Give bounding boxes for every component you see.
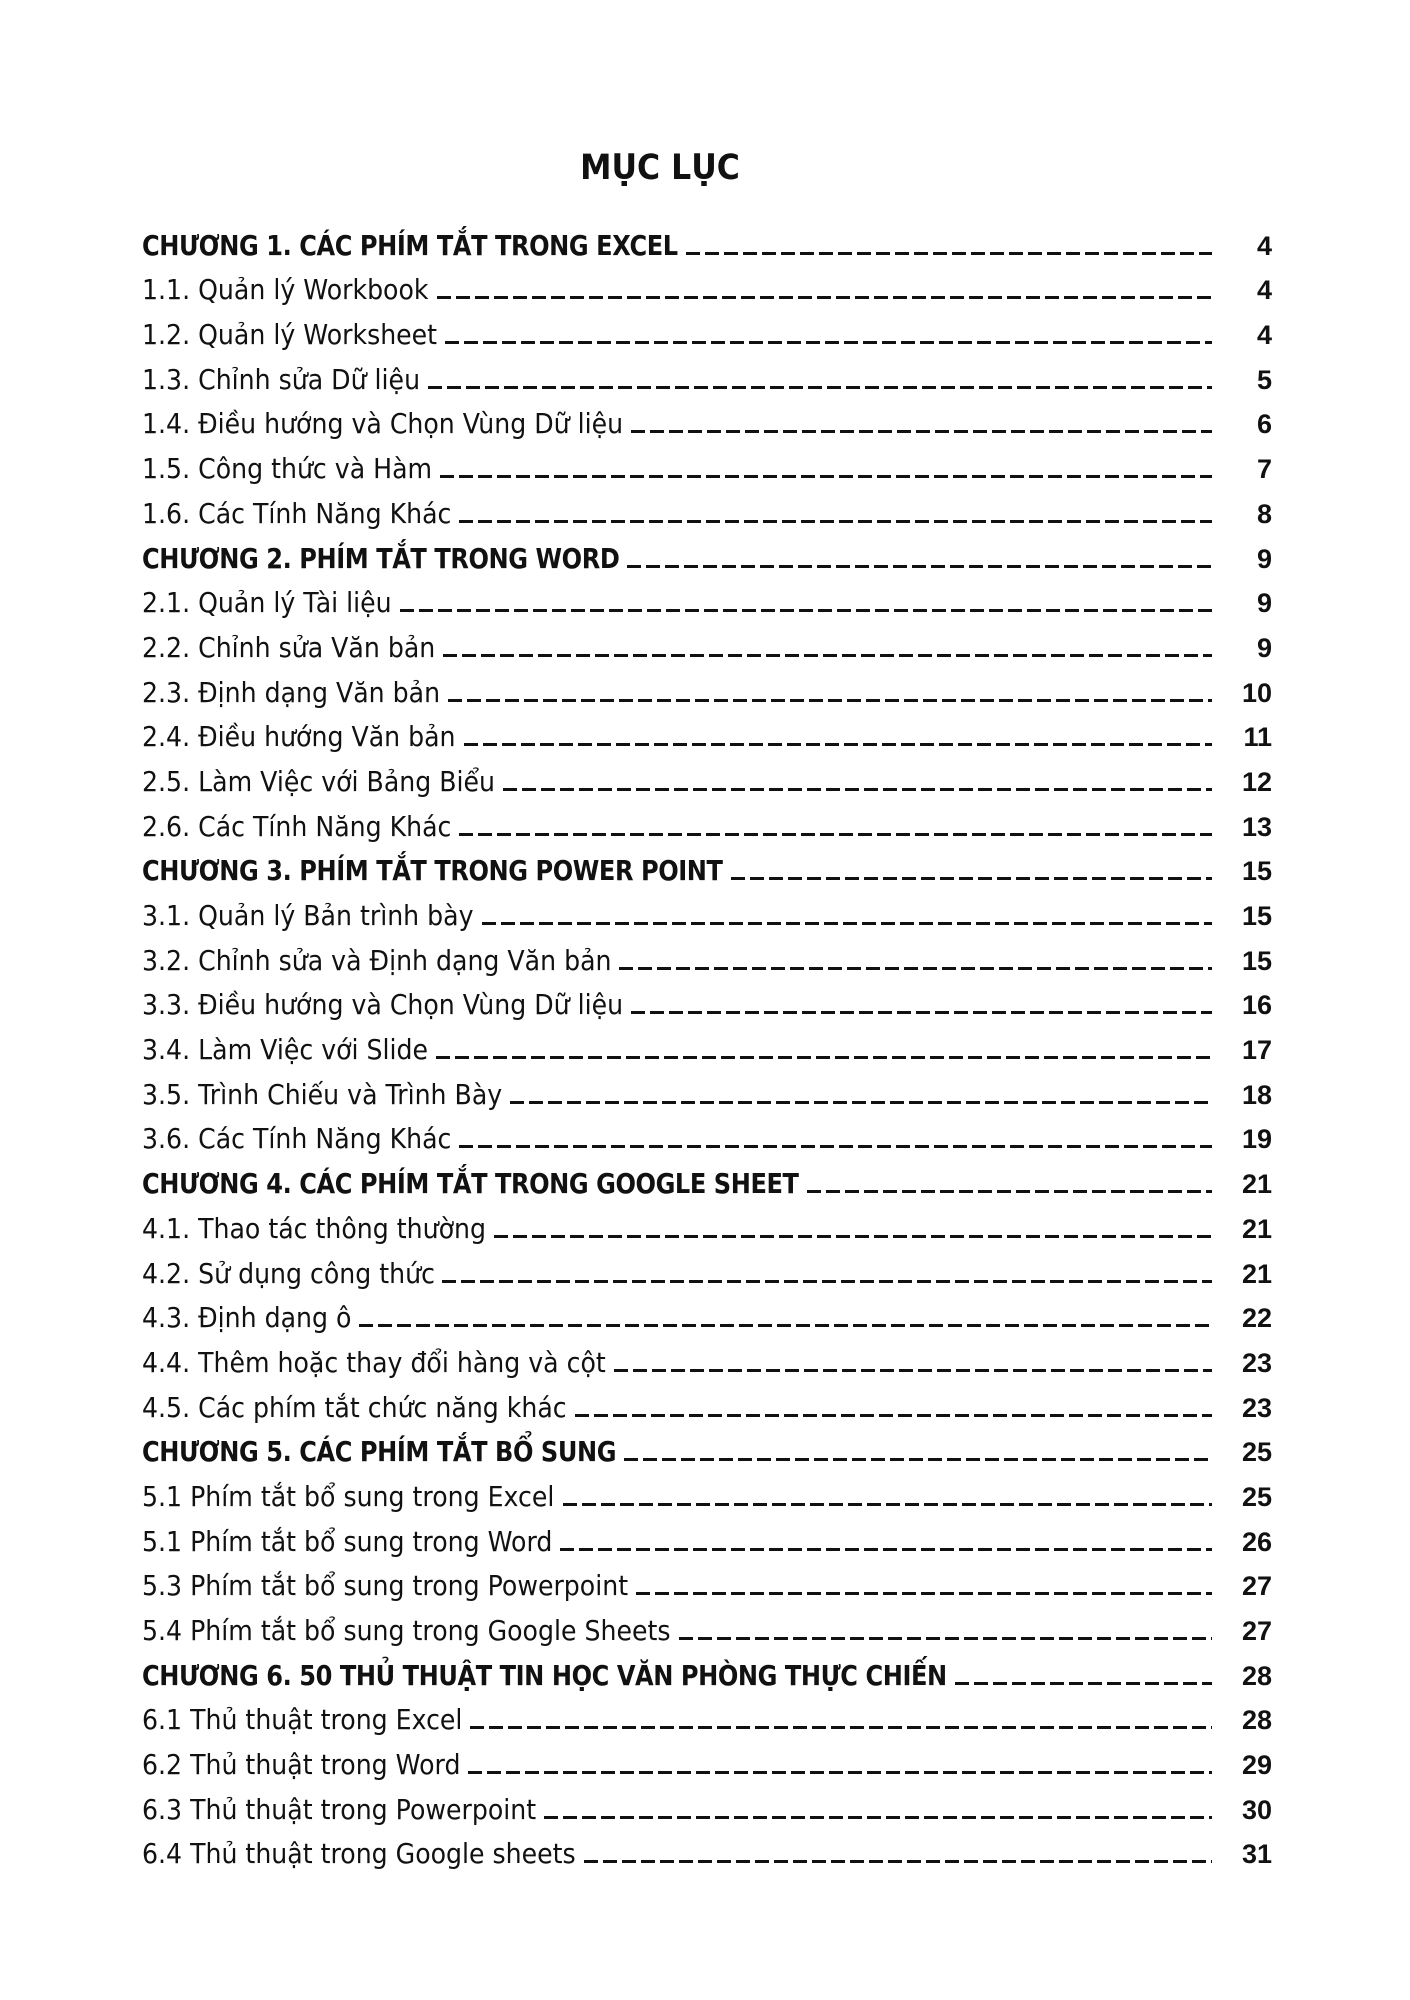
toc-page-number: 29: [1241, 1750, 1272, 1781]
dash-leader: [636, 1592, 1212, 1595]
toc-page-number: 7: [1256, 454, 1272, 485]
toc-chapter-entry[interactable]: [142, 218, 1272, 263]
toc-entry-label: 2.1. Quản lý Tài liệu: [142, 586, 392, 620]
toc-entry-label: CHƯƠNG 4. CÁC PHÍM TẮT TRONG GOOGLE SHEET: [142, 1167, 799, 1201]
dash-leader: [624, 1458, 1212, 1461]
toc-section-entry[interactable]: [142, 352, 1272, 397]
dash-leader: [807, 1190, 1212, 1193]
toc-page-number: 28: [1241, 1660, 1272, 1691]
dash-leader: [731, 877, 1212, 880]
toc-page-number: 9: [1256, 632, 1272, 663]
toc-section-entry[interactable]: [142, 1514, 1272, 1559]
dash-leader: [510, 1101, 1212, 1104]
toc-entry-label: 3.2. Chỉnh sửa và Định dạng Văn bản: [142, 943, 612, 977]
toc-section-entry[interactable]: [142, 1827, 1272, 1872]
toc-entry-label: 3.4. Làm Việc với Slide: [142, 1033, 429, 1067]
toc-entry-label: CHƯƠNG 5. CÁC PHÍM TẮT BỔ SUNG: [142, 1435, 617, 1469]
toc-page-number: 8: [1256, 498, 1272, 529]
toc-page-number: 22: [1241, 1303, 1272, 1334]
toc-page-number: 27: [1241, 1571, 1272, 1602]
toc-section-entry[interactable]: [142, 1693, 1272, 1738]
toc-section-entry[interactable]: [142, 397, 1272, 442]
toc-entry-label: 3.1. Quản lý Bản trình bày: [142, 899, 474, 932]
dash-leader: [468, 1771, 1212, 1774]
dash-leader: [631, 1011, 1212, 1014]
toc-page-number: 12: [1241, 766, 1272, 797]
dash-leader: [575, 1414, 1212, 1417]
toc-entry-label: 1.3. Chỉnh sửa Dữ liệu: [142, 362, 421, 396]
toc-entry-label: 3.3. Điều hướng và Chọn Vùng Dữ liệu: [142, 988, 624, 1022]
dash-leader: [614, 1369, 1212, 1372]
toc-page-number: 21: [1241, 1258, 1272, 1289]
toc-entry-label: 5.1 Phím tắt bổ sung trong Excel: [142, 1479, 555, 1513]
toc-page-number: 23: [1241, 1347, 1272, 1378]
toc-page-number: 6: [1256, 409, 1272, 440]
toc-page-number: 26: [1241, 1526, 1272, 1557]
toc-page-number: 21: [1241, 1169, 1272, 1200]
toc-page-number: 28: [1241, 1705, 1272, 1736]
dash-leader: [443, 654, 1212, 657]
toc-entry-label: CHƯƠNG 6. 50 THỦ THUẬT TIN HỌC VĂN PHÒNG THỰC CHIẾN: [142, 1658, 947, 1692]
toc-entry-label: 2.6. Các Tính Năng Khác: [142, 809, 452, 843]
toc-entry-label: 4.4. Thêm hoặc thay đổi hàng và cột: [142, 1345, 606, 1379]
toc-entry-label: 5.1 Phím tắt bổ sung trong Word: [142, 1524, 553, 1558]
toc-page-number: 5: [1256, 364, 1272, 395]
toc-entry-label: CHƯƠNG 2. PHÍM TẮT TRONG WORD: [142, 541, 620, 575]
dash-leader: [686, 252, 1213, 255]
toc-entry-label: 4.1. Thao tác thông thường: [142, 1211, 486, 1245]
toc-page-number: 15: [1241, 856, 1272, 887]
toc-entry-label: CHƯƠNG 1. CÁC PHÍM TẮT TRONG EXCEL: [142, 228, 678, 262]
toc-section-entry[interactable]: [142, 1603, 1272, 1648]
toc-section-entry[interactable]: [142, 1559, 1272, 1604]
toc-section-entry[interactable]: [142, 1246, 1272, 1291]
toc-entry-label: 1.4. Điều hướng và Chọn Vùng Dữ liệu: [142, 407, 624, 441]
dash-leader: [470, 1726, 1212, 1729]
toc-page-number: 25: [1241, 1481, 1272, 1512]
toc-page-number: 4: [1256, 275, 1272, 306]
toc-section-entry[interactable]: [142, 754, 1272, 799]
toc-entry-label: 3.5. Trình Chiếu và Trình Bày: [142, 1077, 503, 1111]
toc-page-number: 19: [1241, 1124, 1272, 1155]
toc-entry-label: 4.5. Các phím tắt chức năng khác: [142, 1390, 567, 1424]
dash-leader: [448, 699, 1212, 702]
toc-section-entry[interactable]: [142, 1022, 1272, 1067]
dash-leader: [440, 475, 1212, 478]
dash-leader: [400, 609, 1212, 612]
toc-entry-label: 6.1 Thủ thuật trong Excel: [142, 1703, 463, 1737]
dash-leader: [584, 1860, 1212, 1863]
dash-leader: [437, 296, 1212, 299]
toc-page-number: 30: [1241, 1794, 1272, 1825]
dash-leader: [679, 1637, 1212, 1640]
toc-page-number: 13: [1241, 811, 1272, 842]
toc-page-number: 11: [1243, 722, 1272, 753]
dash-leader: [494, 1235, 1212, 1238]
toc-entry-label: 2.5. Làm Việc với Bảng Biểu: [142, 764, 496, 798]
toc-entry-label: 6.4 Thủ thuật trong Google sheets: [142, 1837, 576, 1871]
toc-entry-label: 5.3 Phím tắt bổ sung trong Powerpoint: [142, 1569, 629, 1603]
dash-leader: [955, 1682, 1213, 1685]
toc-chapter-entry[interactable]: [142, 1648, 1272, 1693]
toc-entry-label: 6.3 Thủ thuật trong Powerpoint: [142, 1792, 537, 1826]
toc-entry-label: 5.4 Phím tắt bổ sung trong Google Sheets: [142, 1614, 671, 1647]
dash-leader: [459, 1145, 1212, 1148]
dash-leader: [359, 1324, 1212, 1327]
toc-page-number: 4: [1256, 320, 1272, 351]
toc-page-number: 15: [1241, 945, 1272, 976]
toc-section-entry[interactable]: [142, 1201, 1272, 1246]
toc-entry-label: 1.6. Các Tính Năng Khác: [142, 496, 452, 530]
table-of-contents: [142, 218, 1272, 1871]
toc-section-entry[interactable]: [142, 307, 1272, 352]
toc-entry-label: CHƯƠNG 3. PHÍM TẮT TRONG POWER POINT: [142, 854, 723, 888]
toc-entry-label: 1.1. Quản lý Workbook: [142, 273, 429, 307]
toc-section-entry[interactable]: [142, 665, 1272, 710]
dash-leader: [464, 743, 1212, 746]
toc-entry-label: 6.2 Thủ thuật trong Word: [142, 1748, 461, 1782]
toc-section-entry[interactable]: [142, 888, 1272, 933]
dash-leader: [459, 833, 1212, 836]
toc-page-number: 31: [1241, 1839, 1272, 1870]
toc-chapter-entry[interactable]: [142, 1425, 1272, 1470]
toc-section-entry[interactable]: [142, 1335, 1272, 1380]
dash-leader: [627, 565, 1212, 568]
dash-leader: [445, 341, 1212, 344]
toc-entry-label: 4.3. Định dạng ô: [142, 1301, 352, 1335]
toc-section-entry[interactable]: [142, 1112, 1272, 1157]
dash-leader: [560, 1548, 1212, 1551]
toc-page-number: 9: [1256, 588, 1272, 619]
dash-leader: [619, 967, 1212, 970]
toc-section-entry[interactable]: [142, 1469, 1272, 1514]
dash-leader: [436, 1056, 1212, 1059]
toc-section-entry[interactable]: [142, 486, 1272, 531]
toc-page-number: 16: [1241, 990, 1272, 1021]
toc-chapter-entry[interactable]: [142, 1156, 1272, 1201]
toc-section-entry[interactable]: [142, 620, 1272, 665]
toc-page-number: 23: [1241, 1392, 1272, 1423]
toc-page-number: 17: [1241, 1035, 1272, 1066]
toc-entry-label: 1.2. Quản lý Worksheet: [142, 318, 438, 352]
toc-page-number: 10: [1241, 677, 1272, 708]
toc-page-number: 27: [1241, 1616, 1272, 1646]
toc-section-entry[interactable]: [142, 978, 1272, 1023]
toc-page-number: 18: [1241, 1079, 1272, 1110]
toc-entry-label: 4.2. Sử dụng công thức: [142, 1256, 435, 1290]
toc-page-number: 9: [1256, 543, 1272, 574]
dash-leader: [503, 788, 1212, 791]
toc-section-entry[interactable]: [142, 576, 1272, 621]
toc-page-number: 4: [1256, 230, 1272, 261]
toc-page-number: 15: [1241, 901, 1272, 931]
toc-entry-label: 2.4. Điều hướng Văn bản: [142, 720, 456, 754]
toc-entry-label: 3.6. Các Tính Năng Khác: [142, 1122, 452, 1156]
dash-leader: [459, 520, 1212, 523]
toc-section-entry[interactable]: [142, 933, 1272, 978]
dash-leader: [631, 430, 1212, 433]
toc-page-number: 21: [1241, 1213, 1272, 1244]
toc-entry-label: 1.5. Công thức và Hàm: [142, 452, 433, 486]
dash-leader: [442, 1280, 1212, 1283]
dash-leader: [428, 386, 1212, 389]
toc-section-entry[interactable]: [142, 799, 1272, 844]
dash-leader: [563, 1503, 1212, 1506]
toc-page-number: 25: [1241, 1437, 1272, 1468]
toc-section-entry[interactable]: [142, 441, 1272, 486]
toc-chapter-entry[interactable]: [142, 844, 1272, 889]
dash-leader: [482, 922, 1212, 925]
toc-section-entry[interactable]: [142, 1067, 1272, 1112]
page-title: MỤC LỤC: [580, 148, 740, 188]
toc-section-entry[interactable]: [142, 1737, 1272, 1782]
toc-section-entry[interactable]: [142, 1380, 1272, 1425]
dash-leader: [544, 1816, 1212, 1819]
toc-section-entry[interactable]: [142, 263, 1272, 308]
toc-chapter-entry[interactable]: [142, 531, 1272, 576]
toc-section-entry[interactable]: [142, 1291, 1272, 1336]
toc-section-entry[interactable]: [142, 1782, 1272, 1827]
toc-section-entry[interactable]: [142, 710, 1272, 755]
toc-entry-label: 2.2. Chỉnh sửa Văn bản: [142, 630, 436, 664]
toc-entry-label: 2.3. Định dạng Văn bản: [142, 675, 441, 709]
